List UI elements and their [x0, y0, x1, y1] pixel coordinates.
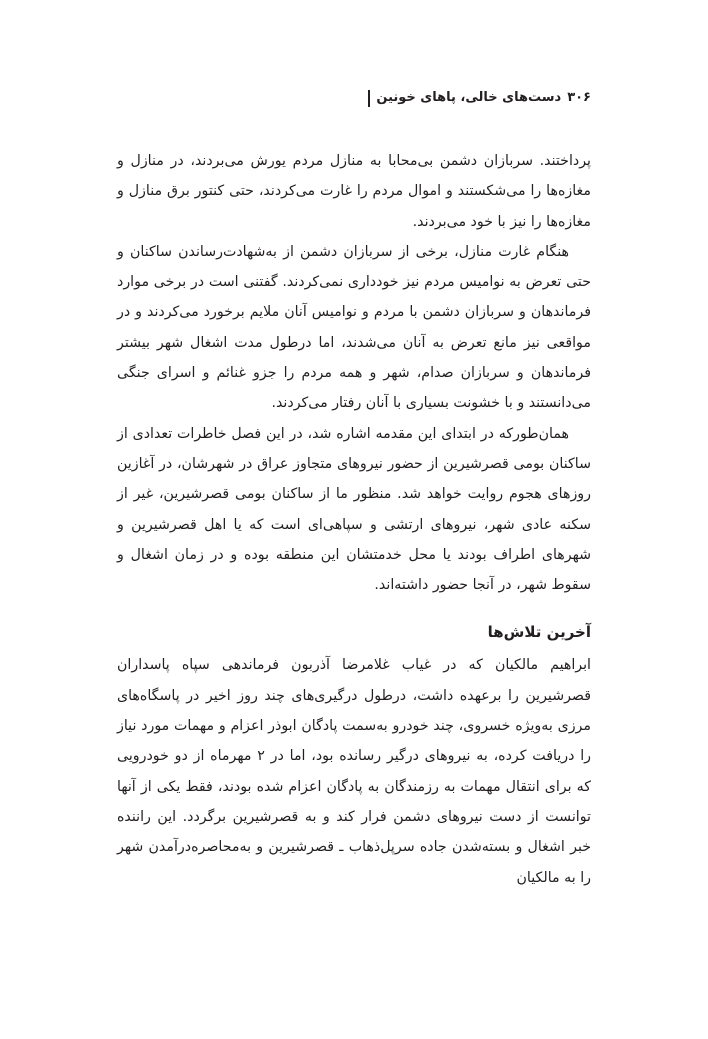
- body-text: [117, 146, 591, 893]
- paragraph-2: هنگام غارت منازل، برخی از سربازان دشمن از به‌شهادت‌رساندن ساکنان و حتی تعرض به نوامیس مردم نیز خودداری نمی‌کردند. گفتنی است در برخی موارد فرماندهان و سربازان دشمن با مردم و نوامیس آنان ملایم برخورد می‌کردند و در مواقعی نیز مانع تعرض به آنان می‌شدند، اما درطول مدت اشغال شهر بیشتر فرماندهان و سربازان صدام، شهر و همه مردم را جزو غنائم و اسرای جنگی می‌دانستند و با خشونت بسیاری با آنان رفتار می‌کردند.: [117, 243, 591, 412]
- section-heading: آخرین تلاش‌ها: [487, 623, 591, 642]
- running-head: [368, 88, 591, 108]
- running-head-divider: [368, 90, 370, 107]
- paragraph-3: همان‌طورکه در ابتدای این مقدمه اشاره شد، در این فصل خاطرات تعدادی از ساکنان بومی قصرشیرین از حضور نیروهای متجاوز عراق در شهرشان، در آغازین روزهای هجوم روایت خواهد شد. منظور ما از ساکنان بومی قصرشیرین، غیر از سکنه عادی شهر، نیروهای ارتشی و سپاهی‌ای است که یا اهل قصرشیرین و شهرهای اطراف بودند یا محل خدمتشان این منطقه بوده و در زمان اشغال و سقوط شهر، در آنجا حضور داشته‌اند.: [117, 425, 591, 594]
- page-number: ۳۰۶: [567, 90, 591, 105]
- paragraph-1: پرداختند. سربازان دشمن بی‌محابا به منازل مردم یورش می‌بردند، در منازل و مغازه‌ها را می‌شکستند و اموال مردم را غارت می‌کردند، حتی کنتور برق منازل و مغازه‌ها را نیز با خود می‌بردند.: [117, 153, 591, 230]
- paragraph-4: ابراهیم مالکیان که در غیاب غلامرضا آذربون فرماندهی سپاه پاسداران قصرشیرین را برعهده داشت، درطول درگیری‌های چند روز اخیر در پاسگاه‌های مرزی به‌ویژه خسروی، چند خودرو به‌سمت پادگان ابوذر اعزام و مهمات مورد نیاز را دریافت کرده، به نیروهای درگیر رسانده بود، اما در ۲ مهرماه از دو خودرویی که برای انتقال مهمات به رزمندگان به پادگان اعزام شده بودند، فقط یکی از آنها توانست از دست نیروهای دشمن فرار کند و به قصرشیرین برگردد. این راننده خبر اشغال و بسته‌شدن جاده سرپل‌ذهاب ـ قصرشیرین و به‌محاصره‌درآمدن شهر را به مالکیان: [117, 657, 592, 886]
- running-head-title: دست‌های خالی، پاهای خونین: [376, 90, 562, 105]
